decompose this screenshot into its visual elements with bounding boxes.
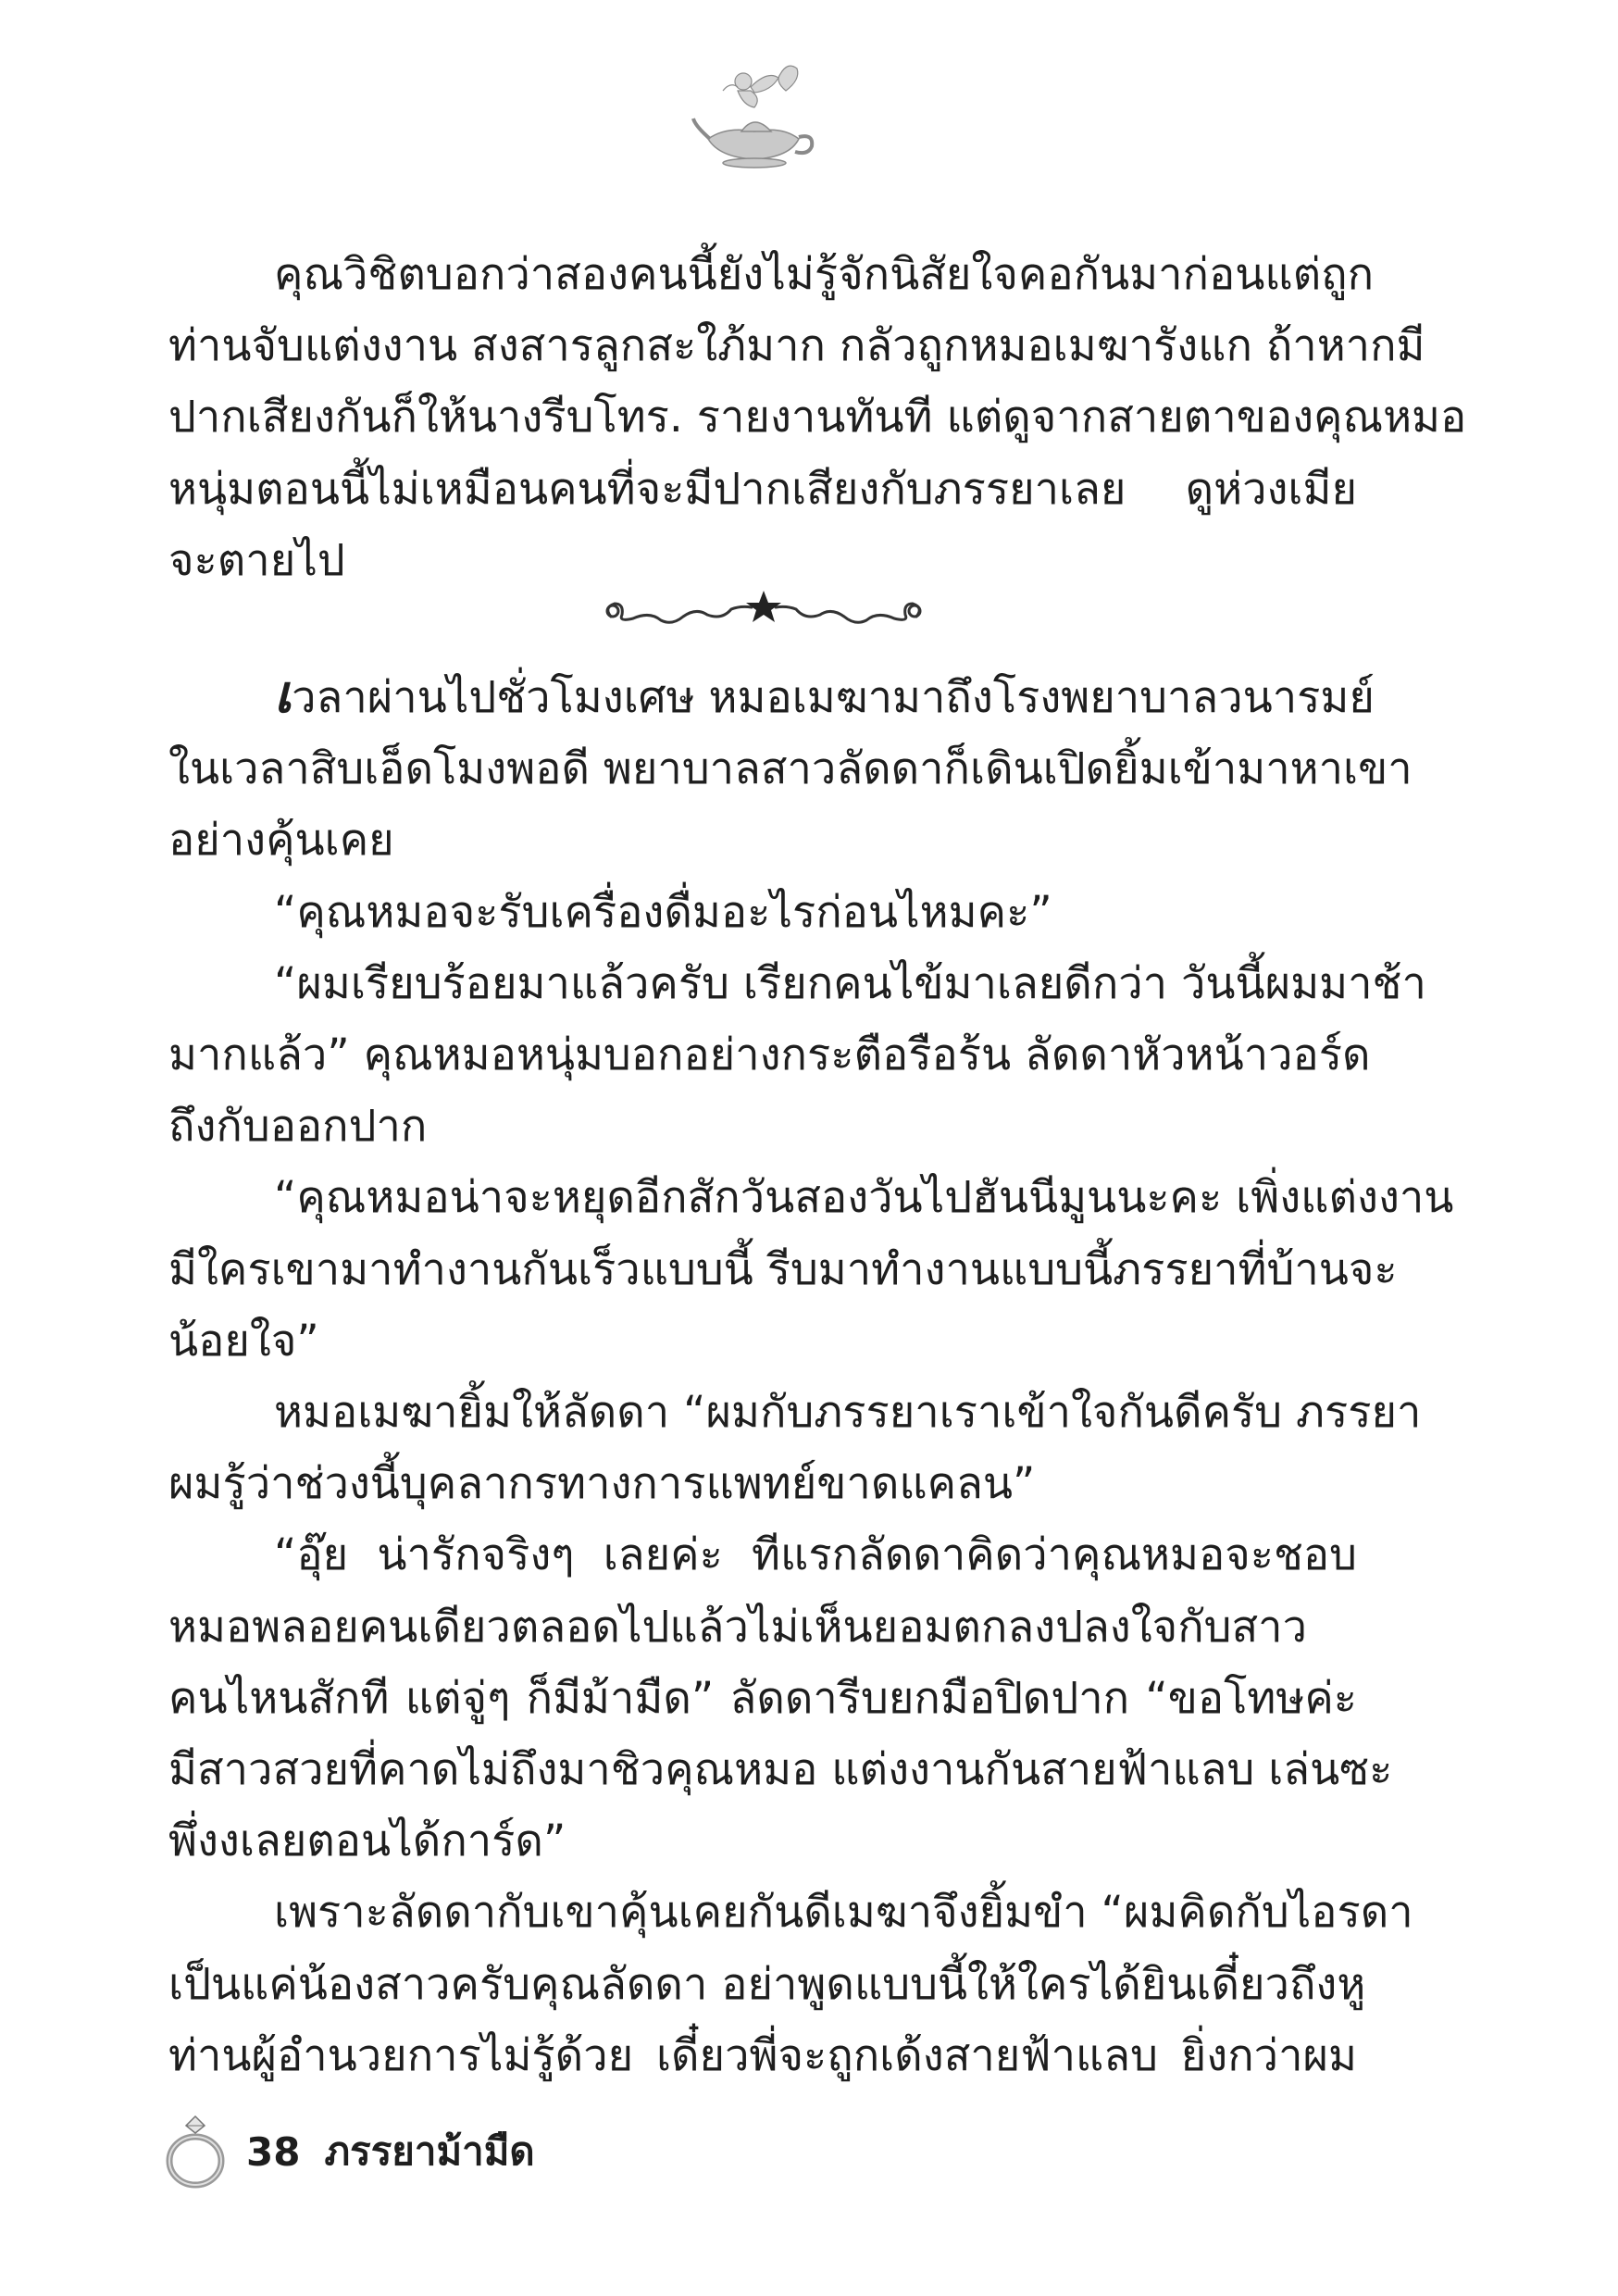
text-line: “ผมเรียบร้อยมาแล้วครับ เรียกคนไข้มาเลยดีกว่า วันนี้ผมมาช้า bbox=[274, 957, 1426, 1009]
text-line: “อุ๊ย น่ารักจริงๆ เลยค่ะ ทีแรกลัดดาคิดว่าคุณหมอจะชอบ bbox=[274, 1529, 1357, 1581]
text-line: คุณวิชิตบอกว่าสองคนนี้ยังไม่รู้จักนิสัยใจคอกันมาก่อนแต่ถูก bbox=[274, 249, 1375, 300]
text-line: หนุ่มตอนนี้ไม่เหมือนคนที่จะมีปากเสียงกับภรรยาเลย ดูห่วงเมีย bbox=[168, 463, 1357, 515]
book-title: ภรรยาม้ามืด bbox=[324, 2128, 535, 2174]
text-line: ท่านจับแต่งงาน สงสารลูกสะใภ้มาก กลัวถูกหมอเมฆารังแก ถ้าหากมี bbox=[168, 320, 1425, 372]
text-line: ถึงกับออกปาก bbox=[168, 1101, 428, 1153]
text-line: ผมรู้ว่าช่วงนี้บุคลากรทางการแพทย์ขาดแคลน” bbox=[168, 1458, 1036, 1510]
text-line: มีใครเขามาทำงานกันเร็วแบบนี้ รีบมาทำงานแบบนี้ภรรยาที่บ้านจะ bbox=[168, 1243, 1398, 1295]
page-number: 38 bbox=[246, 2128, 301, 2175]
page-footer bbox=[163, 2113, 535, 2190]
text-line bbox=[168, 659, 1375, 733]
star-flourish-divider-icon bbox=[592, 583, 935, 639]
text-line: พึ่งงเลยตอนได้การ์ด” bbox=[168, 1816, 566, 1867]
text-line: น้อยใจ” bbox=[168, 1315, 319, 1366]
text-line: “คุณหมอน่าจะหยุดอีกสักวันสองวันไปฮันนีมูนนะคะ เพิ่งแต่งงาน bbox=[274, 1172, 1454, 1224]
text-line: อย่างคุ้นเคย bbox=[168, 815, 394, 867]
text-line: เป็นแค่น้องสาวครับคุณลัดดา อย่าพูดแบบนี้ให้ใครได้ยินเดี๋ยวถึงหู bbox=[168, 1958, 1366, 2010]
body-text-top bbox=[168, 239, 1467, 596]
text-line: เพราะลัดดากับเขาคุ้นเคยกันดีเมฆาจึงยิ้มขำ “ผมคิดกับไอรดา bbox=[274, 1887, 1413, 1939]
text-line: มากแล้ว” คุณหมอหนุ่มบอกอย่างกระตือรือร้น ลัดดาหัวหน้าวอร์ด bbox=[168, 1029, 1371, 1081]
teapot-cupid-ornament-icon bbox=[690, 54, 819, 174]
body-text-bottom bbox=[168, 659, 1454, 2091]
text-line-content: วลาผ่านไปชั่วโมงเศษ หมอเมฆามาถึงโรงพยาบาลวนารมย์ bbox=[292, 672, 1375, 723]
text-line: จะตายไป bbox=[168, 534, 345, 586]
text-line: ในเวลาสิบเอ็ดโมงพอดี พยาบาลสาวลัดดาก็เดินเปิดยิ้มเข้ามาหาเขา bbox=[168, 743, 1413, 795]
text-line: มีสาวสวยที่คาดไม่ถึงมาชิวคุณหมอ แต่งงานกันสายฟ้าแลบ เล่นซะ bbox=[168, 1744, 1393, 1796]
diamond-ring-icon bbox=[163, 2113, 228, 2190]
drop-cap: เ bbox=[274, 664, 292, 725]
text-line: คนไหนสักที แต่จู่ๆ ก็มีม้ามืด” ลัดดารีบยกมือปิดปาก “ขอโทษค่ะ bbox=[168, 1672, 1357, 1724]
text-line: ท่านผู้อำนวยการไม่รู้ด้วย เดี๋ยวพี่จะถูกเด้งสายฟ้าแลบ ยิ่งกว่าผม bbox=[168, 2029, 1357, 2081]
text-line: “คุณหมอจะรับเครื่องดื่มอะไรก่อนไหมคะ” bbox=[274, 886, 1052, 938]
text-line: ปากเสียงกันก็ให้นางรีบโทร. รายงานทันที แต่ดูจากสายตาของคุณหมอ bbox=[168, 392, 1467, 443]
text-line: หมอเมฆายิ้มให้ลัดดา “ผมกับภรรยาเราเข้าใจกันดีครับ ภรรยา bbox=[274, 1387, 1422, 1439]
text-line: หมอพลอยคนเดียวตลอดไปแล้วไม่เห็นยอมตกลงปลงใจกับสาว bbox=[168, 1601, 1307, 1653]
